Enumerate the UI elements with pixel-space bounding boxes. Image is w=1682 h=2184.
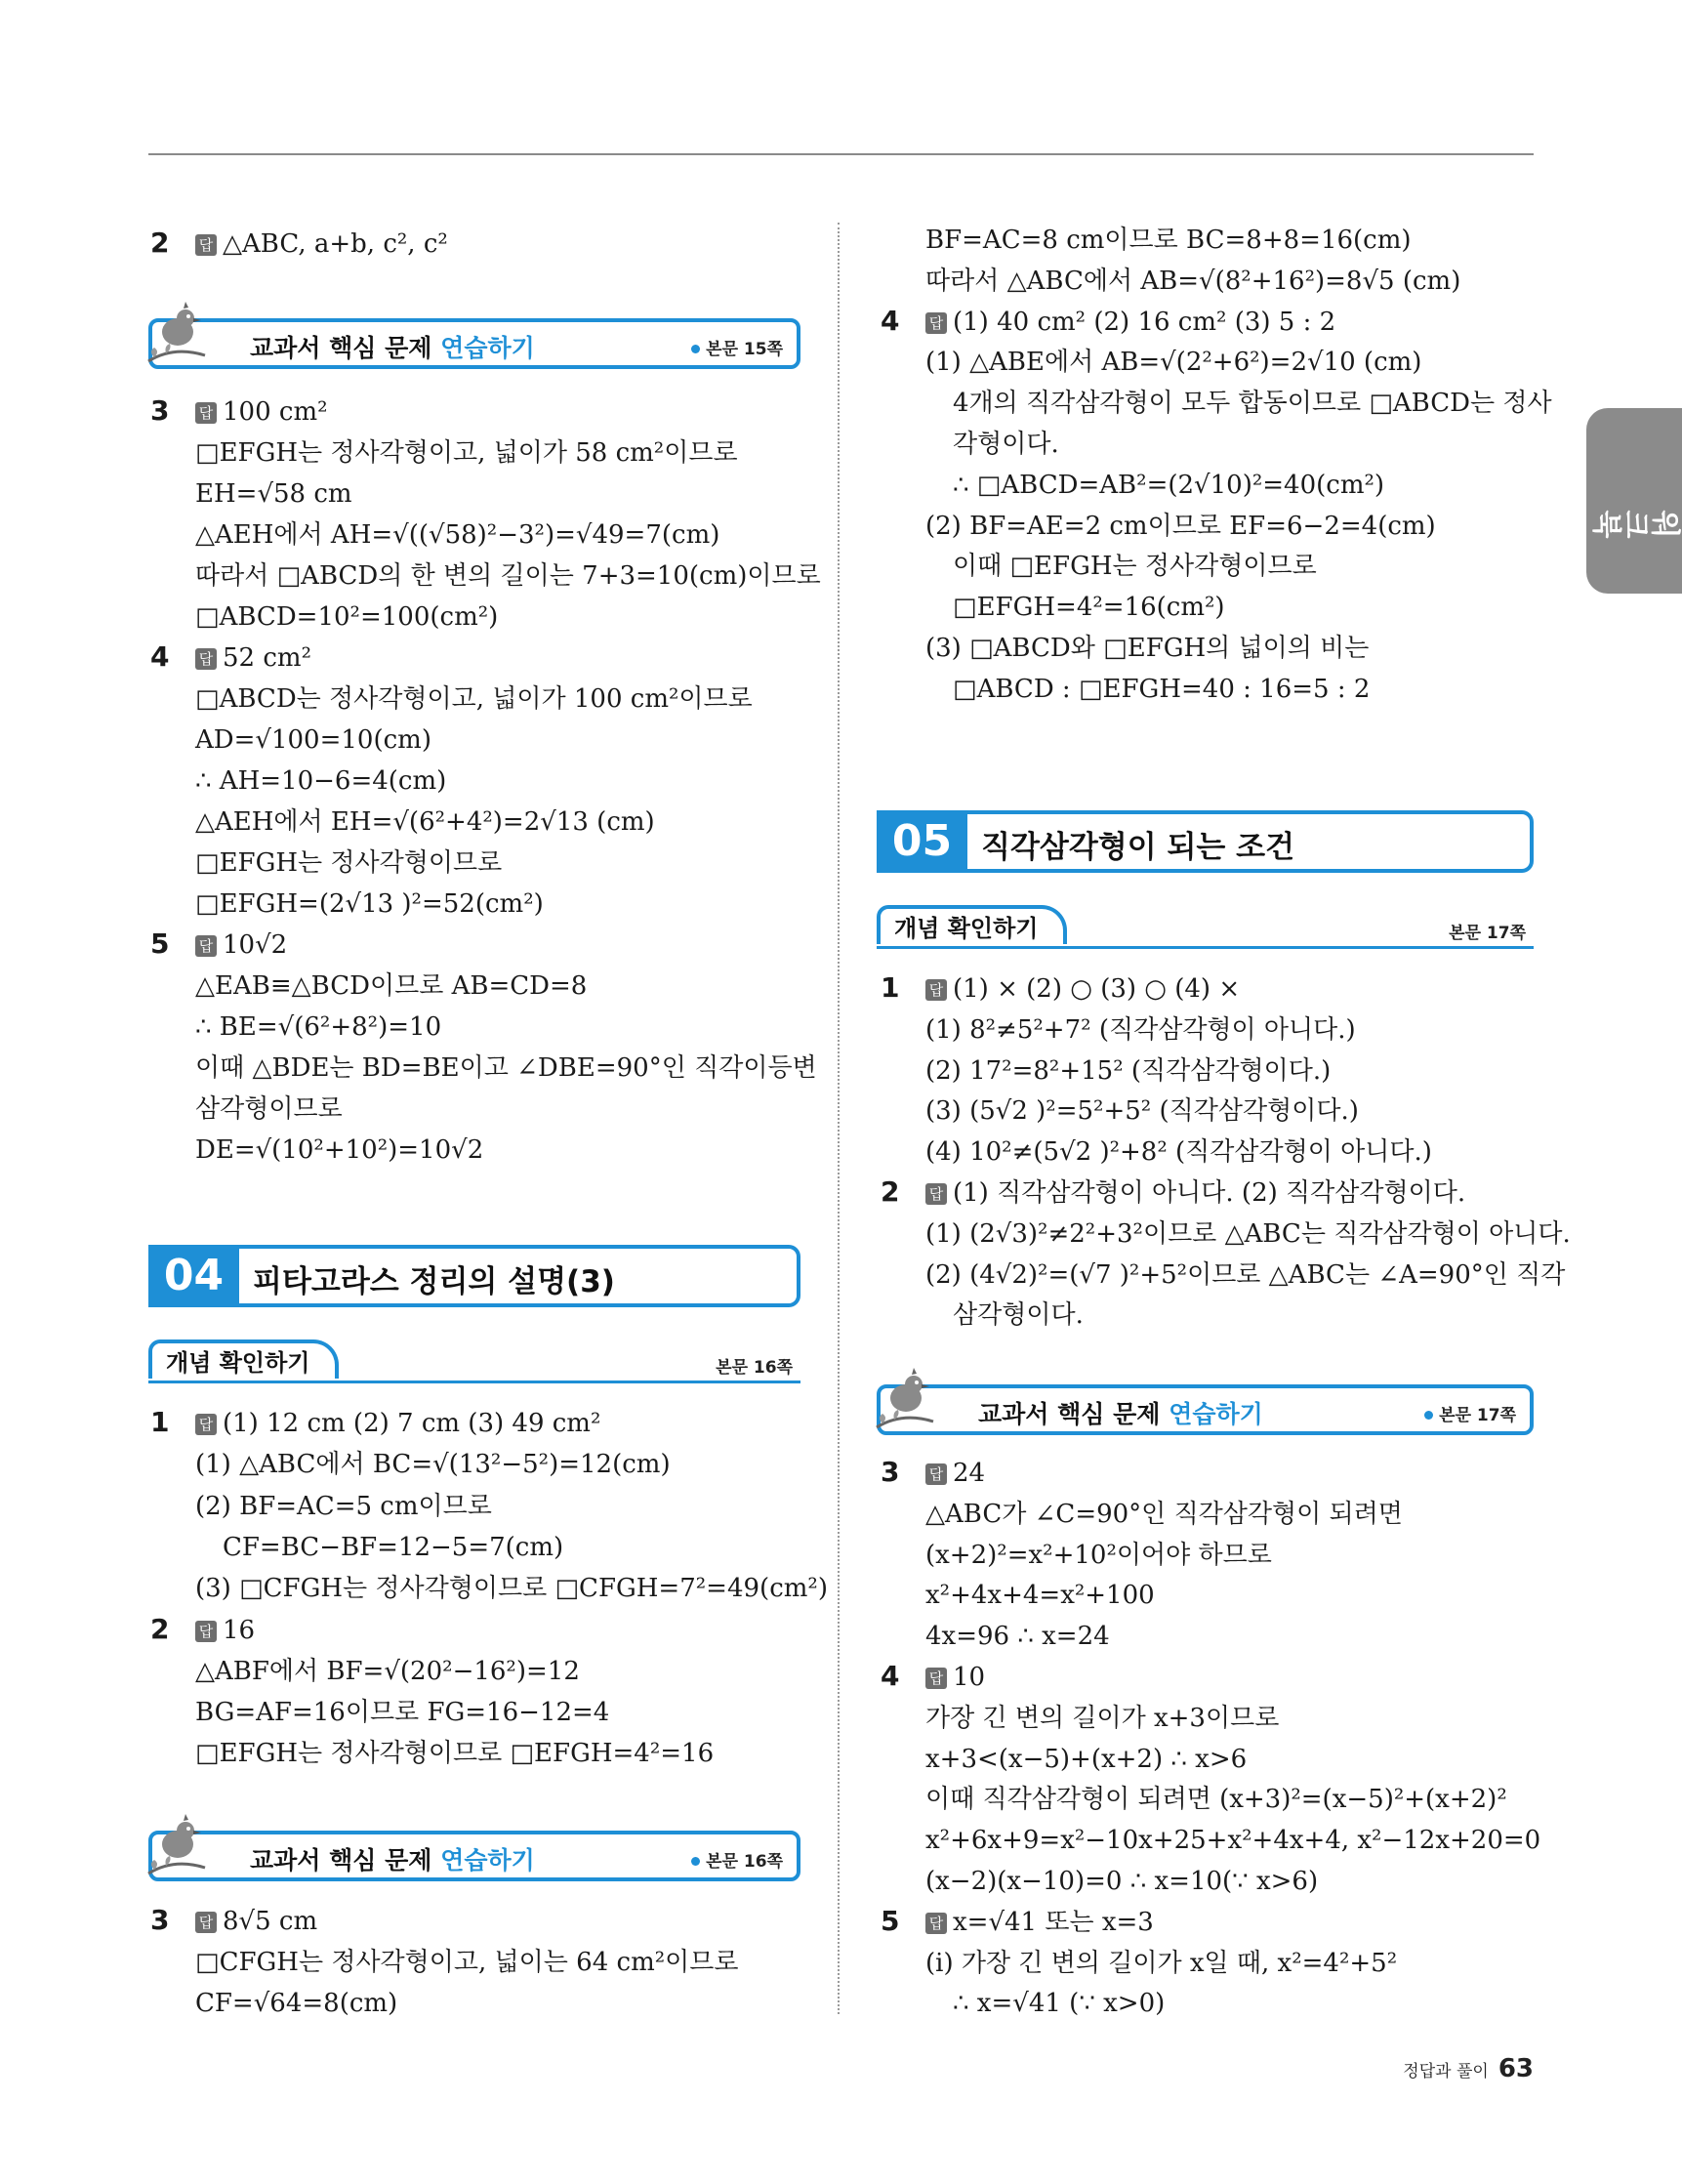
solution-text: 4개의 직각삼각형이 모두 합동이므로 □ABCD는 정사: [953, 389, 1552, 418]
answer-badge: 답: [195, 1621, 217, 1642]
answer-line: [195, 1613, 255, 1648]
solution-line: [223, 1530, 563, 1565]
solution-line: [925, 631, 1369, 666]
solution-line: [195, 1447, 671, 1482]
practice-title-highlight: 연습하기: [1169, 1400, 1263, 1428]
section-header-04: [148, 1245, 800, 1307]
solution-line: [925, 1216, 1571, 1252]
solution-text: CF=BC−BF=12−5=7(cm): [223, 1533, 564, 1562]
solution-line: [925, 345, 1421, 380]
page-number: 63: [1497, 2054, 1534, 2083]
solution-line: [195, 763, 446, 799]
practice-title: 교과서 핵심 문제: [978, 1400, 1161, 1428]
question-number: 4: [881, 305, 900, 337]
solution-text: 각형이다.: [953, 430, 1059, 459]
concept-tab: 개념 확인하기: [148, 1339, 339, 1379]
solution-text: △AEH에서 EH=√(6²+4²)=2√13 (cm): [195, 807, 655, 837]
answer-line: [925, 971, 1240, 1007]
top-rule: [148, 153, 1534, 155]
solution-text: (1) (2√3)²≠2²+3²이므로 △ABC는 직각삼각형이 아니다.: [925, 1219, 1571, 1249]
solution-text: EH=√58 cm: [195, 479, 352, 509]
answer-badge: 답: [925, 979, 947, 1001]
column-divider: [838, 223, 840, 2014]
solution-text: △EAB≡△BCD이므로 AB=CD=8: [195, 971, 588, 1001]
answer-badge: 답: [195, 1912, 217, 1933]
solution-text: □ABCD : □EFGH=40 : 16=5 : 2: [953, 675, 1371, 704]
solution-text: 가장 긴 변의 길이가 x+3이므로: [925, 1704, 1280, 1733]
solution-text: □EFGH는 정사각형이므로: [195, 848, 503, 878]
solution-text: ∴ BE=√(6²+8²)=10: [195, 1012, 442, 1042]
solution-text: ∴ x=√41 (∵ x>0): [953, 1989, 1166, 2018]
solution-line: [195, 1133, 483, 1168]
concept-header-2: [877, 905, 1534, 950]
answer-badge: 답: [925, 1913, 947, 1934]
solution-text: □CFGH는 정사각형이고, 넓이는 64 cm²이므로: [195, 1948, 739, 1977]
solution-text: 4x=96 ∴ x=24: [925, 1622, 1110, 1651]
answer-line: [195, 640, 311, 676]
practice-header-3: [877, 1384, 1534, 1435]
solution-text: (x+2)²=x²+10²이어야 하므로: [925, 1541, 1272, 1570]
solution-text: (1) 40 cm² (2) 16 cm² (3) 5 : 2: [953, 308, 1336, 337]
solution-text: □EFGH=4²=16(cm²): [953, 593, 1225, 622]
solution-text: 24: [953, 1459, 986, 1488]
solution-text: (1) 8²≠5²+7² (직각삼각형이 아니다.): [925, 1015, 1356, 1045]
practice-header-1: [148, 318, 800, 369]
solution-line: [953, 427, 1059, 462]
concept-rule: [148, 1380, 800, 1383]
solution-text: (3) (5√2 )²=5²+5² (직각삼각형이다.): [925, 1096, 1359, 1126]
solution-text: (x−2)(x−10)=0 ∴ x=10(∵ x>6): [925, 1867, 1319, 1896]
section-title: 피타고라스 정리의 설명(3): [253, 1264, 615, 1299]
answer-badge: 답: [925, 312, 947, 334]
solution-line: [953, 1986, 1165, 2021]
solution-text: □EFGH는 정사각형이므로 □EFGH=4²=16: [195, 1739, 715, 1768]
solution-line: [195, 1654, 580, 1689]
side-tab-label: 워크북: [1593, 504, 1681, 538]
question-number: 3: [881, 1456, 900, 1488]
practice-title: 교과서 핵심 문제: [250, 334, 432, 362]
practice-title: 교과서 핵심 문제: [250, 1846, 432, 1875]
section-title: 직각삼각형이 되는 조건: [981, 830, 1295, 865]
solution-line: [195, 476, 352, 512]
solution-text: CF=√64=8(cm): [195, 1989, 398, 2018]
bird-icon: [144, 297, 207, 371]
solution-text: □ABCD=10²=100(cm²): [195, 602, 499, 632]
bird-icon: [144, 1809, 207, 1883]
solution-line: [953, 672, 1370, 707]
solution-line: [925, 1701, 1279, 1736]
answer-line: [195, 1904, 317, 1939]
solution-line: [195, 681, 753, 717]
solution-line: [925, 509, 1436, 544]
solution-line: [953, 1298, 1084, 1333]
solution-line: [925, 1619, 1110, 1654]
solution-line: [195, 1986, 397, 2021]
solution-text: 이때 □EFGH는 정사각형이므로: [953, 552, 1317, 581]
solution-line: [925, 1823, 1540, 1858]
question-number: 4: [881, 1660, 900, 1692]
solution-text: □ABCD는 정사각형이고, 넓이가 100 cm²이므로: [195, 684, 753, 714]
question-number: 5: [150, 927, 170, 960]
concept-rule: [877, 946, 1534, 949]
concept-header-1: [148, 1339, 800, 1384]
page-reference: 본문 17쪽: [1449, 924, 1526, 943]
answer-badge: 답: [195, 402, 217, 424]
solution-text: 52 cm²: [223, 643, 311, 673]
solution-line: [195, 1489, 492, 1524]
solution-line: [953, 468, 1384, 503]
page-reference: 본문 15쪽: [691, 335, 783, 359]
page-reference: 본문 16쪽: [691, 1847, 783, 1872]
solution-text: (2) BF=AC=5 cm이므로: [195, 1492, 492, 1521]
solution-text: 16: [223, 1616, 256, 1645]
solution-text: (4) 10²≠(5√2 )²+8² (직각삼각형이 아니다.): [925, 1137, 1432, 1167]
section-header-05: [877, 810, 1534, 873]
solution-line: [195, 435, 738, 471]
solution-text: 8√5 cm: [223, 1907, 318, 1936]
concept-tab: 개념 확인하기: [877, 905, 1067, 944]
solution-line: [953, 549, 1317, 584]
answer-badge: 답: [195, 234, 217, 256]
solution-text: ∴ □ABCD=AB²=(2√10)²=40(cm²): [953, 471, 1385, 500]
solution-text: AD=√100=10(cm): [195, 725, 431, 755]
solution-line: [195, 1010, 441, 1045]
answer-line: [925, 1175, 1465, 1211]
question-number: 3: [150, 394, 170, 427]
answer-badge: 답: [195, 648, 217, 670]
answer-line: [925, 1456, 985, 1491]
answer-badge: 답: [195, 935, 217, 957]
solution-text: (3) □CFGH는 정사각형이므로 □CFGH=7²=49(cm²): [195, 1574, 828, 1603]
question-number: 2: [150, 227, 170, 259]
question-number: 4: [150, 640, 170, 673]
solution-line: [195, 886, 544, 922]
section-title-box: [967, 810, 1534, 873]
answer-text: △ABC, a+b, c², c²: [223, 229, 448, 259]
question-number: 3: [150, 1904, 170, 1936]
solution-text: (1) 직각삼각형이 아니다. (2) 직각삼각형이다.: [953, 1178, 1466, 1208]
bird-icon: [873, 1363, 935, 1437]
solution-text: □EFGH는 정사각형이고, 넓이가 58 cm²이므로: [195, 438, 738, 468]
solution-line: [925, 1134, 1432, 1170]
solution-text: △AEH에서 AH=√((√58)²−3²)=√49=7(cm): [195, 520, 720, 550]
answer-line: [925, 1905, 1154, 1940]
solution-line: [925, 1538, 1272, 1573]
footer-label: 정답과 풀이: [1403, 2062, 1489, 2081]
solution-text: 이때 △BDE는 BD=BE이고 ∠DBE=90°인 직각이등변: [195, 1053, 817, 1083]
answer-line: [195, 394, 328, 430]
solution-line: [925, 1257, 1565, 1293]
answer-line: [195, 1406, 600, 1441]
solution-line: [195, 968, 587, 1004]
solution-text: (1) △ABC에서 BC=√(13²−5²)=12(cm): [195, 1450, 671, 1479]
solution-line: [925, 223, 1412, 258]
solution-text: 삼각형이므로: [195, 1094, 343, 1124]
solution-line: [925, 1578, 1155, 1613]
practice-title-highlight: 연습하기: [440, 334, 535, 362]
answer-badge: 답: [925, 1668, 947, 1689]
page-reference: 본문 17쪽: [1424, 1401, 1516, 1425]
solution-text: ∴ AH=10−6=4(cm): [195, 766, 447, 796]
solution-text: △ABC가 ∠C=90°인 직각삼각형이 되려면: [925, 1500, 1403, 1529]
solution-text: □EFGH=(2√13 )²=52(cm²): [195, 889, 544, 919]
solution-text: x+3<(x−5)+(x+2) ∴ x>6: [925, 1745, 1248, 1774]
question-number: 1: [881, 971, 900, 1004]
section-number: 04: [148, 1245, 239, 1307]
solution-text: (1) 12 cm (2) 7 cm (3) 49 cm²: [223, 1409, 601, 1438]
solution-text: x²+6x+9=x²−10x+25+x²+4x+4, x²−12x+20=0: [925, 1826, 1541, 1855]
solution-line: [925, 1864, 1318, 1899]
solution-text: △ABF에서 BF=√(20²−16²)=12: [195, 1657, 580, 1686]
solution-text: DE=√(10²+10²)=10√2: [195, 1135, 484, 1165]
answer-line: [925, 1660, 985, 1695]
section-title-box: [239, 1245, 800, 1307]
solution-line: [195, 1695, 609, 1730]
solution-line: [195, 558, 821, 594]
question-number: 2: [150, 1613, 170, 1645]
page-footer: [1403, 2054, 1534, 2083]
answer-line: [195, 927, 287, 963]
solution-text: (1) × (2) ○ (3) ○ (4) ×: [953, 974, 1241, 1004]
section-number: 05: [877, 810, 967, 873]
solution-line: [953, 386, 1552, 421]
question-number: 2: [881, 1175, 900, 1208]
solution-line: [925, 1782, 1507, 1817]
solution-line: [925, 1497, 1403, 1532]
solution-line: [925, 1946, 1397, 1981]
solution-text: 100 cm²: [223, 397, 328, 427]
solution-line: [195, 845, 502, 881]
solution-text: BF=AC=8 cm이므로 BC=8+8=16(cm): [925, 226, 1412, 255]
solution-line: [195, 1736, 714, 1771]
solution-line: [195, 1092, 343, 1127]
solution-text: 10√2: [223, 930, 288, 960]
answer-line: [195, 227, 448, 262]
solution-text: (2) (4√2)²=(√7 )²+5²이므로 △ABC는 ∠A=90°인 직각: [925, 1260, 1566, 1290]
solution-line: [195, 804, 655, 840]
answer-badge: 답: [925, 1183, 947, 1205]
question-number: 1: [150, 1406, 170, 1438]
question-number: 5: [881, 1905, 900, 1937]
solution-text: 10: [953, 1663, 986, 1692]
solution-text: 따라서 □ABCD의 한 변의 길이는 7+3=10(cm)이므로: [195, 561, 821, 591]
solution-line: [195, 517, 719, 553]
solution-line: [195, 599, 498, 635]
solution-text: (2) 17²=8²+15² (직각삼각형이다.): [925, 1056, 1332, 1086]
solution-line: [925, 1093, 1359, 1129]
solution-text: (2) BF=AE=2 cm이므로 EF=6−2=4(cm): [925, 512, 1436, 541]
solution-text: (1) △ABE에서 AB=√(2²+6²)=2√10 (cm): [925, 348, 1422, 377]
solution-text: BG=AF=16이므로 FG=16−12=4: [195, 1698, 610, 1727]
solution-text: (i) 가장 긴 변의 길이가 x일 때, x²=4²+5²: [925, 1949, 1398, 1978]
page-reference: 본문 16쪽: [716, 1358, 793, 1378]
practice-title-highlight: 연습하기: [440, 1846, 535, 1875]
solution-line: [925, 1742, 1247, 1777]
answer-line: [925, 305, 1335, 340]
solution-text: x²+4x+4=x²+100: [925, 1581, 1155, 1610]
solution-line: [195, 1051, 817, 1086]
answer-badge: 답: [195, 1414, 217, 1435]
answer-badge: 답: [925, 1463, 947, 1485]
solution-text: x=√41 또는 x=3: [953, 1908, 1154, 1937]
solution-text: (3) □ABCD와 □EFGH의 넓이의 비는: [925, 634, 1370, 663]
solution-line: [195, 1571, 828, 1606]
solution-line: [953, 590, 1225, 625]
practice-header-2: [148, 1831, 800, 1881]
solution-line: [925, 1012, 1356, 1048]
solution-line: [195, 722, 431, 758]
solution-text: 따라서 △ABC에서 AB=√(8²+16²)=8√5 (cm): [925, 267, 1461, 296]
solution-line: [925, 1053, 1331, 1089]
side-tab[interactable]: [1586, 408, 1682, 594]
solution-line: [925, 264, 1460, 299]
solution-text: 이때 직각삼각형이 되려면 (x+3)²=(x−5)²+(x+2)²: [925, 1785, 1507, 1814]
solution-text: 삼각형이다.: [953, 1300, 1084, 1330]
solution-line: [195, 1945, 739, 1980]
